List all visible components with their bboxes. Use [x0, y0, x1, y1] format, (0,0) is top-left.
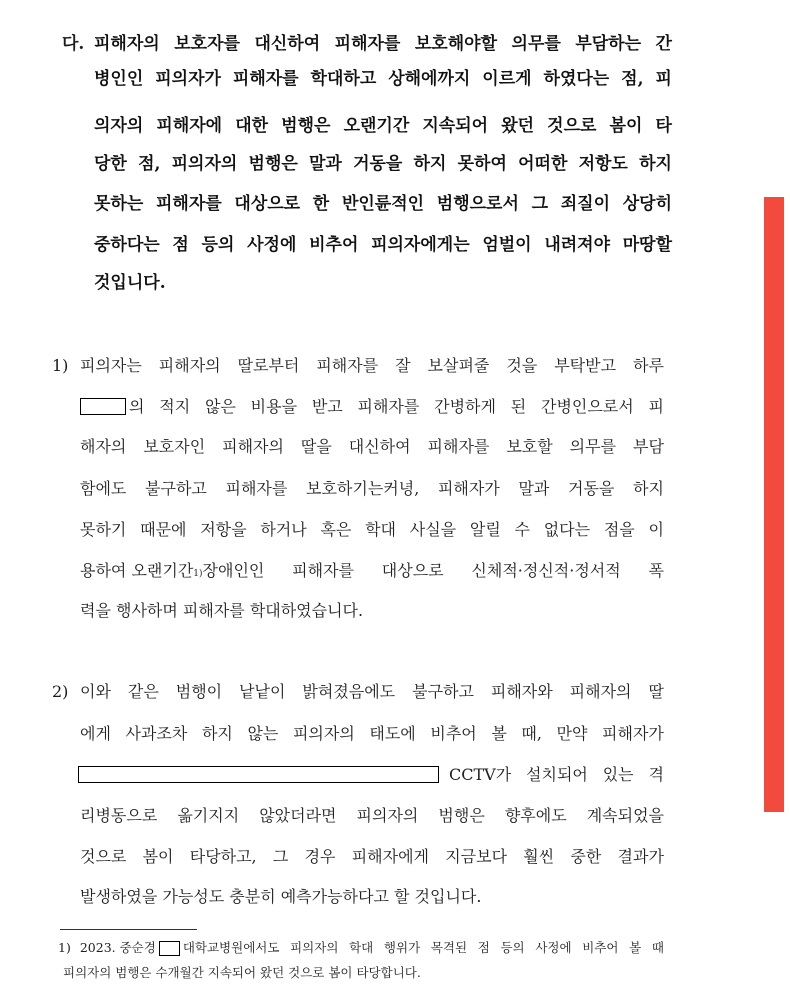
redaction-box: [159, 941, 180, 956]
item-2-line-1: 이와 같은 범행이 낱낱이 밝혀졌음에도 불구하고 피해자와 피해자의 딸: [80, 682, 664, 701]
item-1-marker: 1): [52, 356, 69, 375]
item-2-line-2: 에게 사과조차 하지 않는 피의자의 태도에 비추어 볼 때, 만약 피해자가: [80, 724, 664, 743]
item-2-line-3-text: CCTV가 설치되어 있는 격: [449, 764, 664, 784]
item-1-line-5: 못하기 때문에 저항을 하거나 혹은 학대 사실을 알릴 수 없다는 점을 이: [80, 520, 664, 539]
item-1-line-2-text: 의 적지 않은 비용을 받고 피해자를 간병하게 된 간병인으로서 피: [129, 396, 664, 416]
section-da-line-1: 피해자의 보호자를 대신하여 피해자를 보호해야할 의무를 부담하는 간: [94, 34, 672, 54]
footnote-date: 2023. 중순경: [79, 940, 156, 956]
item-2-line-5: 것으로 봄이 타당하고, 그 경우 피해자에게 지금보다 훨씬 중한 결과가: [80, 847, 664, 866]
item-1-line-6-rest: 장애인인 피해자를 대상으로 신체적·정신적·정서적 폭: [202, 561, 664, 580]
footnote-marker: 1): [58, 940, 71, 956]
section-da-line-7: 것입니다.: [94, 273, 166, 293]
section-da-line-4: 당한 점, 피의자의 범행은 말과 거동을 하지 못하여 어떠한 저항도 하지: [94, 154, 672, 174]
item-2-line-6: 발생하였을 가능성도 충분히 예측가능하다고 할 것입니다.: [80, 887, 482, 906]
footnote-line-2: 피의자의 범행은 수개월간 지속되어 왔던 것으로 봄이 타당합니다.: [63, 965, 421, 980]
redaction-box: [78, 766, 439, 783]
redaction-box: [80, 398, 126, 415]
item-1-line-1: 피의자는 피해자의 딸로부터 피해자를 잘 보살펴줄 것을 부탁받고 하루: [80, 356, 664, 375]
item-1-line-7: 력을 행사하며 피해자를 학대하였습니다.: [80, 601, 364, 620]
item-1-line-3: 해자의 보호자인 피해자의 딸을 대신하여 피해자를 보호할 의무를 부담: [80, 437, 664, 456]
footnote-divider: [60, 929, 197, 930]
section-da-line-3: 의자의 피해자에 대한 범행은 오랜기간 지속되어 왔던 것으로 봄이 타: [94, 116, 672, 136]
item-2-line-4: 리병동으로 옮기지지 않았더라면 피의자의 범행은 향후에도 계속되었을: [80, 806, 664, 825]
footnote-reference: 1): [193, 569, 203, 579]
red-bookmark-tab: [764, 197, 784, 812]
section-da-line-6: 중하다는 점 등의 사정에 비추어 피의자에게는 엄벌이 내려져야 마땅할: [94, 235, 672, 255]
item-2-marker: 2): [52, 682, 69, 701]
section-da-marker: 다.: [62, 34, 85, 54]
item-1-line-4: 함에도 불구하고 피해자를 보호하기는커녕, 피해자가 말과 거동을 하지: [80, 479, 664, 498]
item-1-line-6: [80, 563, 664, 579]
section-da-line-2: 병인인 피의자가 피해자를 학대하고 상해에까지 이르게 하였다는 점, 피: [94, 69, 672, 89]
footnote-line-1: [58, 941, 664, 956]
item-1-line-2: [80, 398, 664, 415]
item-2-line-3: [78, 766, 664, 783]
footnote-line-1-text: 대학교병원에서도 피의자의 학대 행위가 목격된 점 등의 사정에 비추어 볼 때: [182, 940, 664, 956]
section-da-line-5: 못하는 피해자를 대상으로 한 반인륜적인 범행으로서 그 죄질이 상당히: [94, 194, 672, 214]
item-1-line-6-start: 용하여 오랜기간: [80, 561, 194, 580]
